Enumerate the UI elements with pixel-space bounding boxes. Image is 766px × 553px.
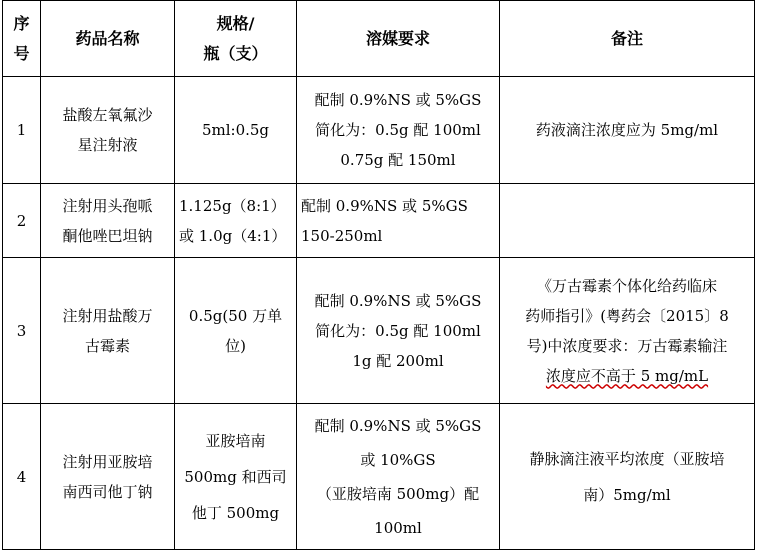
header-solvent: 溶媒要求 — [297, 1, 500, 77]
cell-note — [500, 258, 755, 404]
cell-solvent-line: 150-250ml — [301, 226, 383, 245]
cell-spec-line: 0.5g(50 万单 — [188, 306, 283, 325]
cell-seq: 2 — [3, 184, 41, 258]
cell-solvent — [297, 258, 500, 404]
cell-spec — [175, 184, 297, 258]
cell-note-line: 静脉滴注液平均浓度（亚胺培 — [529, 449, 725, 468]
cell-note-line: 号)中浓度要求：万古霉素输注 — [526, 336, 728, 355]
cell-name — [41, 184, 175, 258]
cell-note — [500, 77, 755, 184]
drug-solvent-table — [2, 0, 755, 550]
cell-spec-line: 500mg 和西司 — [184, 467, 287, 486]
cell-spec-line: 位) — [225, 336, 246, 355]
cell-name-line: 古霉素 — [84, 336, 130, 355]
cell-solvent — [297, 184, 500, 258]
header-seq-line: 序 — [13, 13, 30, 33]
table-row — [3, 258, 755, 404]
cell-note-line: 药液滴注浓度应为 5mg/ml — [535, 121, 719, 139]
table-row — [3, 77, 755, 184]
cell-solvent-line: 配制 0.9%NS 或 5%GS — [314, 91, 482, 109]
cell-solvent-line: 或 10%GS — [360, 450, 436, 469]
cell-solvent — [297, 77, 500, 184]
header-name: 药品名称 — [41, 1, 175, 77]
cell-note — [500, 184, 755, 258]
cell-solvent-line: 简化为：0.5g 配 100ml — [315, 321, 481, 340]
cell-solvent-line: 100ml — [374, 518, 422, 537]
header-note: 备注 — [500, 1, 755, 77]
cell-solvent-line: 0.75g 配 150ml — [340, 151, 456, 169]
cell-name-line: 酮他唑巴坦钠 — [62, 226, 153, 245]
cell-spec — [175, 77, 297, 184]
cell-seq: 1 — [3, 77, 41, 184]
cell-note-line: 药师指引》(粤药会〔2015〕8 — [525, 306, 729, 325]
cell-name-line: 注射用盐酸万 — [62, 306, 153, 325]
header-seq — [3, 1, 41, 77]
table-row — [3, 404, 755, 550]
cell-solvent-line: 简化为：0.5g 配 100ml — [315, 121, 481, 139]
cell-spec-line: 他丁 500mg — [191, 503, 280, 522]
cell-spec-line: 亚胺培南 — [205, 431, 266, 450]
cell-name — [41, 258, 175, 404]
cell-name-line: 盐酸左氧氟沙 — [62, 106, 153, 124]
cell-spec — [175, 404, 297, 550]
cell-solvent-line: （亚胺培南 500mg）配 — [316, 484, 480, 503]
header-seq-line: 号 — [13, 43, 30, 63]
table-row — [3, 184, 755, 258]
cell-name — [41, 77, 175, 184]
header-row — [3, 1, 755, 77]
cell-solvent — [297, 404, 500, 550]
cell-solvent-line: 配制 0.9%NS 或 5%GS — [301, 196, 468, 215]
cell-name-line: 注射用亚胺培 — [62, 452, 153, 471]
cell-solvent-line: 1g 配 200ml — [352, 351, 444, 370]
cell-name — [41, 404, 175, 550]
cell-note-line: 《万古霉素个体化给药临床 — [536, 276, 717, 295]
cell-note-line: 南）5mg/ml — [583, 485, 671, 504]
cell-seq: 4 — [3, 404, 41, 550]
header-spec — [175, 1, 297, 77]
cell-solvent-line: 配制 0.9%NS 或 5%GS — [314, 416, 482, 435]
header-spec-line: 规格/ — [216, 13, 255, 33]
cell-name-line: 注射用头孢哌 — [62, 196, 153, 215]
cell-name-line: 南西司他丁钠 — [62, 482, 153, 501]
header-spec-line: 瓶（支） — [203, 43, 268, 63]
cell-spec-line: 或 1.0g（4:1） — [179, 226, 287, 245]
cell-spec-line: 1.125g（8:1） — [179, 196, 286, 215]
cell-seq: 3 — [3, 258, 41, 404]
cell-name-line: 星注射液 — [77, 136, 138, 154]
cell-spec — [175, 258, 297, 404]
cell-note-line: 浓度应不高于 5 mg/mL — [545, 366, 709, 385]
cell-spec-line: 5ml:0.5g — [201, 121, 270, 139]
cell-solvent-line: 配制 0.9%NS 或 5%GS — [314, 291, 482, 310]
cell-note — [500, 404, 755, 550]
